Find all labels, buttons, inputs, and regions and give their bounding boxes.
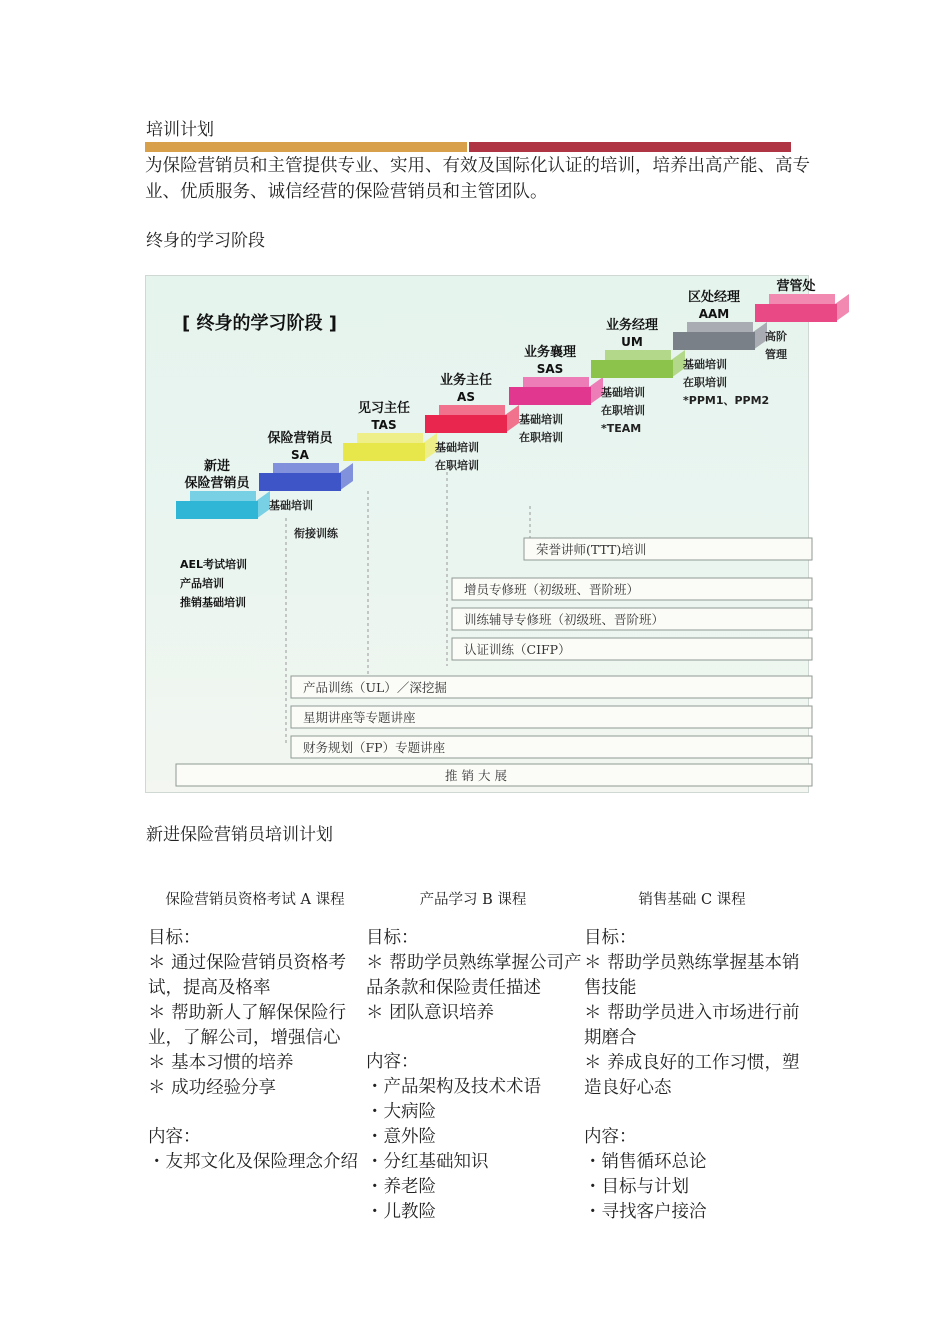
staircase-figure	[146, 276, 816, 792]
step-code: SA	[291, 448, 309, 462]
step-riser	[505, 405, 519, 433]
goal-item: ＊ 帮助学员熟练掌握基本销售技能	[584, 953, 800, 998]
step-title: 业务襄理	[523, 345, 577, 360]
step-title: 业务经理	[605, 318, 659, 333]
step-title: 新进	[203, 459, 231, 474]
step-training: 高阶	[765, 330, 787, 343]
content-item: ・养老险	[366, 1177, 436, 1197]
newcomer-training: AEL考试培训	[180, 558, 248, 571]
step-block	[343, 443, 425, 461]
step-training: *PPM1、PPM2	[683, 394, 770, 407]
content-item: ・产品架构及技术术语	[366, 1077, 541, 1097]
step-top	[190, 491, 256, 501]
goal-label: 目标：	[148, 928, 201, 948]
step-training: 管理	[765, 348, 787, 361]
goal-label: 目标：	[584, 928, 637, 948]
content-item: ・大病险	[366, 1102, 436, 1122]
step-code: AS	[457, 390, 475, 404]
step-title: 保险营销员	[184, 476, 250, 491]
goal-item: ＊ 成功经验分享	[148, 1078, 277, 1098]
content-label: 内容：	[366, 1052, 419, 1072]
step-riser	[835, 294, 849, 322]
step-top	[439, 405, 505, 415]
step-training: 衔接训练	[294, 527, 338, 540]
program-bar-label: 训练辅导专修班（初级班、晋阶班）	[464, 612, 665, 627]
step-block	[755, 304, 837, 322]
course-c-column	[584, 926, 806, 1225]
program-bar-label: 认证训练（CIFP）	[464, 642, 571, 657]
content-item: ・销售循环总论	[584, 1152, 707, 1172]
program-bar-label: 星期讲座等专题讲座	[303, 710, 416, 725]
goal-item: ＊ 团队意识培养	[366, 1003, 495, 1023]
goal-item: ＊ 通过保险营销员资格考试，提高及格率	[148, 953, 347, 998]
step-riser	[256, 491, 270, 519]
step-training: 基础培训	[519, 413, 563, 426]
diagram-banner: [ 终身的学习阶段 ]	[182, 313, 337, 334]
learning-stages-diagram	[145, 275, 816, 793]
goal-item: ＊ 养成良好的工作习惯，塑造良好心态	[584, 1053, 800, 1098]
goal-item: ＊ 基本习惯的培养	[148, 1053, 294, 1073]
plan-heading: 新进保险营销员培训计划	[146, 825, 333, 845]
course-b-column	[366, 926, 582, 1225]
step-block	[591, 360, 673, 378]
content-label: 内容：	[148, 1127, 201, 1147]
program-bar-label: 推 销 大 展	[445, 768, 507, 783]
step-top	[357, 433, 423, 443]
content-label: 内容：	[584, 1127, 637, 1147]
step-training: 在职培训	[683, 376, 727, 389]
program-bar-label: 增员专修班（初级班、晋阶班）	[464, 582, 640, 597]
step-code: TAS	[371, 418, 397, 432]
step-training: 在职培训	[435, 459, 479, 472]
content-item: ・意外险	[366, 1127, 436, 1147]
step-title: 业务主任	[439, 373, 493, 388]
step-training: *TEAM	[601, 422, 642, 435]
step-riser	[339, 463, 353, 491]
step-top	[523, 377, 589, 387]
step-code: UM	[621, 335, 643, 349]
content-item: ・友邦文化及保险理念介绍	[148, 1152, 358, 1172]
step-training: 在职培训	[519, 431, 563, 444]
step-top	[769, 294, 835, 304]
page-title: 培训计划	[146, 120, 214, 140]
step-training: 基础培训	[683, 358, 727, 371]
step-training: 在职培训	[601, 404, 645, 417]
goal-item: ＊ 帮助学员熟练掌握公司产品条款和保险责任描述	[366, 953, 582, 998]
newcomer-training: 产品培训	[180, 577, 224, 590]
step-title: 区处经理	[687, 290, 741, 305]
program-bar-label: 产品训练（UL）／深挖掘	[303, 680, 447, 695]
step-block	[425, 415, 507, 433]
step-top	[273, 463, 339, 473]
course-a-column	[148, 926, 362, 1175]
goal-item: ＊ 帮助新人了解保保险行业，了解公司，增强信心	[148, 1003, 347, 1048]
program-bar-label: 财务规划（FP）专题讲座	[303, 740, 446, 755]
step-top	[605, 350, 671, 360]
step-title: 保险营销员	[267, 431, 333, 446]
intro-paragraph: 为保险营销员和主管提供专业、实用、有效及国际化认证的培训，培养出高产能、高专业、优质服务、诚信经营的保险营销员和主管团队。	[145, 156, 810, 202]
step-title: 营管处	[776, 279, 816, 294]
step-training: 基础培训	[269, 499, 313, 512]
course-c-header: 销售基础 C 课程	[638, 892, 746, 908]
divider-red	[469, 142, 791, 152]
program-bar-label: 荣誉讲师(TTT)培训	[536, 542, 647, 557]
step-block	[509, 387, 591, 405]
step-code: SAS	[536, 362, 564, 376]
step-block	[673, 332, 755, 350]
step-title: 见习主任	[357, 401, 411, 416]
stages-heading: 终身的学习阶段	[146, 231, 265, 251]
step-code: AAM	[698, 307, 730, 321]
step-top	[687, 322, 753, 332]
goal-item: ＊ 帮助学员进入市场进行前期磨合	[584, 1003, 800, 1048]
content-item: ・分红基础知识	[366, 1152, 489, 1172]
content-item: ・寻找客户接洽	[584, 1202, 707, 1222]
content-item: ・儿教险	[366, 1202, 436, 1222]
content-item: ・目标与计划	[584, 1177, 689, 1197]
step-training: 基础培训	[601, 386, 645, 399]
course-a-header: 保险营销员资格考试 A 课程	[165, 892, 345, 908]
step-training: 基础培训	[435, 441, 479, 454]
newcomer-training: 推销基础培训	[180, 596, 246, 609]
course-b-header: 产品学习 B 课程	[419, 892, 527, 908]
step-block	[176, 501, 258, 519]
step-block	[259, 473, 341, 491]
divider-gold	[145, 142, 467, 152]
goal-label: 目标：	[366, 928, 419, 948]
